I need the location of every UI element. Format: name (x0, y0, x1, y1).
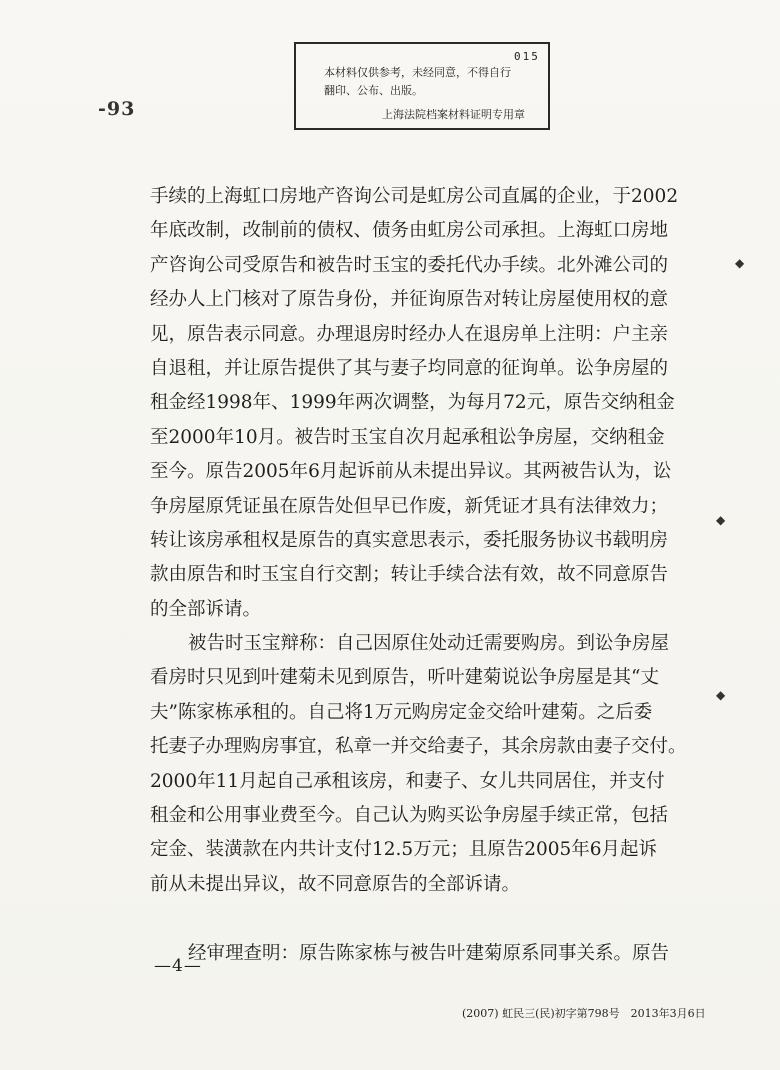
scan-mark-dot: ◆ (716, 688, 726, 702)
body-line: 至2000年10月。被告时玉宝自次月起承租讼争房屋，交纳租金 (150, 426, 665, 448)
stamp-notice-line-2: 翻印、公布、出版。 (324, 84, 423, 97)
body-line: 租金和公用事业费至今。自己认为购买讼争房屋手续正常，包括 (150, 805, 669, 827)
stamp-seal-text: 上海法院档案材料证明专用章 (382, 108, 525, 121)
body-line: 年底改制，改制前的债权、债务由虹房公司承担。上海虹口房地 (150, 220, 669, 242)
body-line: 前从未提出异议，故不同意原告的全部诉请。 (150, 873, 521, 895)
archive-stamp (294, 42, 550, 130)
stamp-number: 015 (514, 50, 540, 63)
body-line: 款由原告和时玉宝自行交割；转让手续合法有效，故不同意原告 (150, 564, 669, 586)
footer-reference: (2007) 虹民三(民)初字第798号 2013年3月6日 (462, 1007, 706, 1020)
body-line: 手续的上海虹口房地产咨询公司是虹房公司直属的企业，于2002 (150, 186, 679, 207)
body-line: 至今。原告2005年6月起诉前从未提出异议。其两被告认为，讼 (150, 461, 672, 483)
body-line: 经审理查明：原告陈家栋与被告叶建菊原系同事关系。原告 (188, 942, 670, 964)
stamp-notice-line-1: 本材料仅供参考，未经同意，不得自行 (324, 66, 511, 79)
body-line: 自退租，并让原告提供了其与妻子均同意的征询单。讼争房屋的 (150, 357, 669, 379)
body-line: 争房屋原凭证虽在原告处但早已作废，新凭证才具有法律效力； (150, 495, 669, 517)
body-line: 托妻子办理购房事宜，私章一并交给妻子，其余房款由妻子交付。 (150, 736, 687, 758)
body-line: 转让该房承租权是原告的真实意思表示，委托服务协议书载明房 (150, 529, 669, 551)
body-line: 产咨询公司受原告和被告时玉宝的委托代办手续。北外滩公司的 (150, 254, 669, 276)
body-line: 租金经1998年、1999年两次调整，为每月72元，原告交纳租金 (150, 392, 675, 414)
body-line: 经办人上门核对了原告身份，并征询原告对转让房屋使用权的意 (150, 289, 669, 311)
body-line: 夫”陈家栋承租的。自己将1万元购房定金交给叶建菊。之后委 (150, 701, 653, 723)
body-line: 看房时只见到叶建菊未见到原告，听叶建菊说讼争房屋是其“丈 (150, 667, 659, 689)
body-line: 2000年11月起自己承租该房，和妻子、女儿共同居住，并支付 (150, 770, 665, 792)
body-line: 定金、装潢款在内共计支付12.5万元；且原告2005年6月起诉 (150, 839, 658, 861)
body-line-blank (150, 902, 730, 936)
page-number: —4— (154, 956, 202, 976)
scan-mark-dot: ◆ (735, 256, 745, 270)
stamp-notice (324, 64, 546, 100)
body-line: 被告时玉宝辩称：自己因原住处动迁需要购房。到讼争房屋 (188, 633, 670, 655)
margin-number: -93 (98, 98, 136, 120)
body-line: 的全部诉请。 (150, 598, 262, 620)
body-line: 见，原告表示同意。办理退房时经办人在退房单上注明：户主亲 (150, 323, 669, 345)
body-text (150, 180, 730, 971)
scan-mark-dot: ◆ (716, 513, 726, 527)
